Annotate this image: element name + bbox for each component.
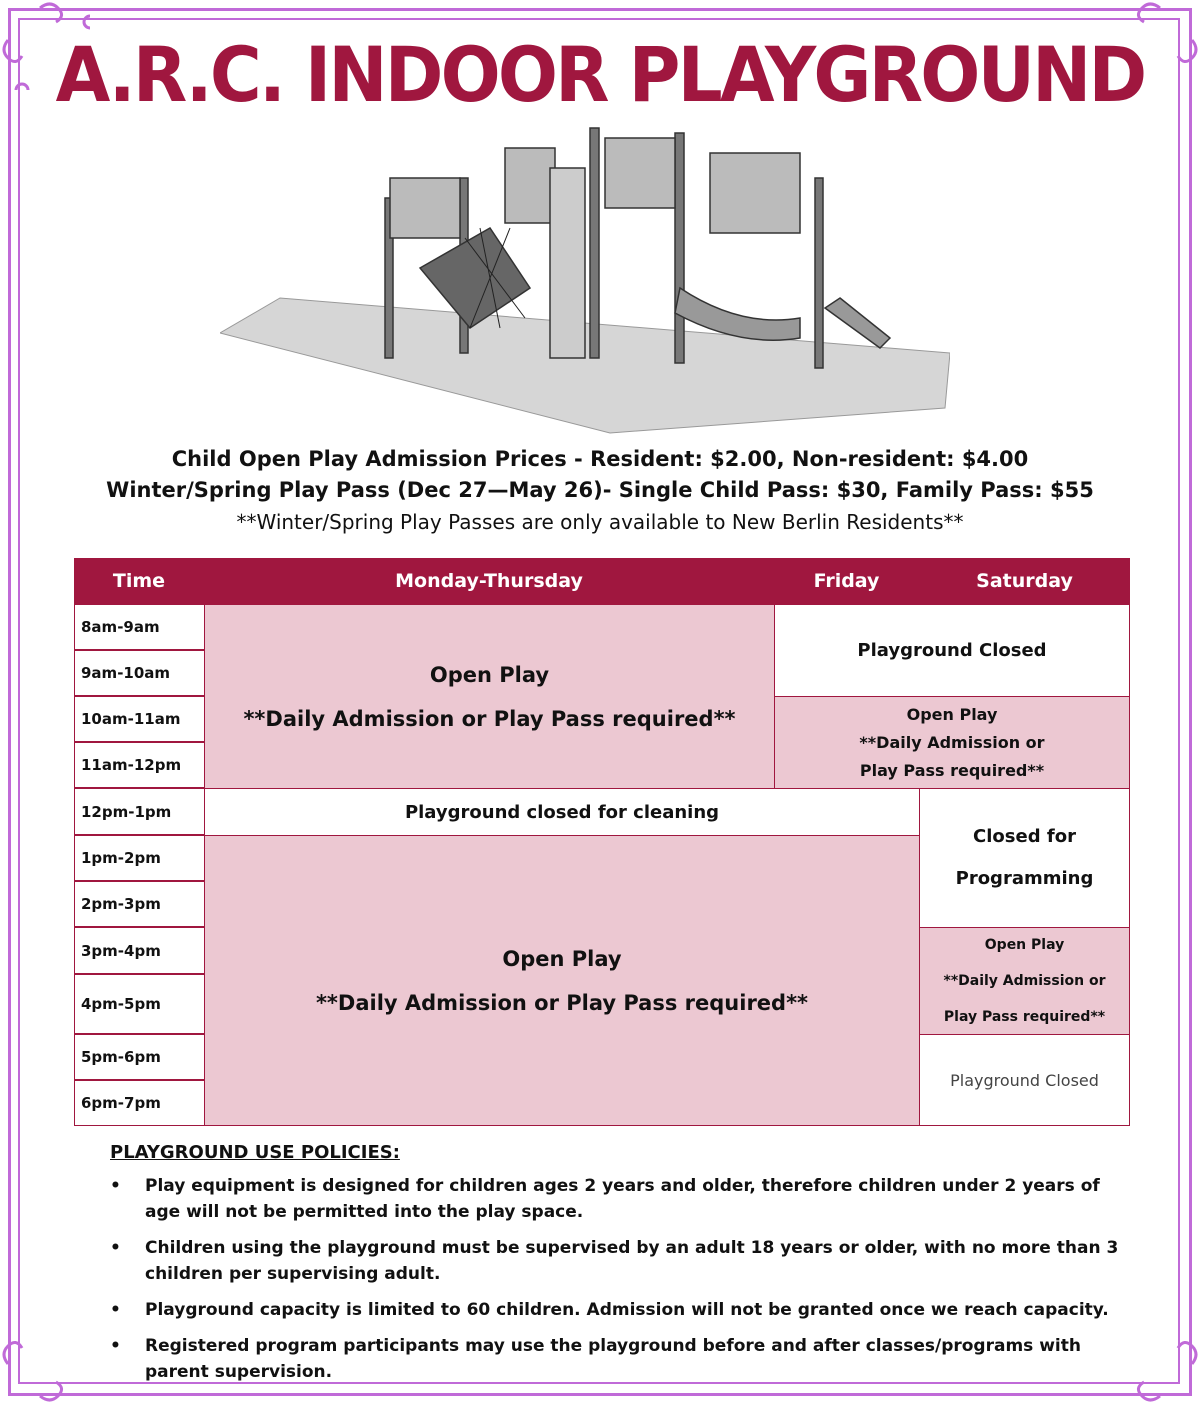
header-saturday: Saturday — [919, 558, 1130, 604]
time-slot: 6pm-7pm — [74, 1080, 205, 1126]
residents-note: **Winter/Spring Play Passes are only available to New Berlin Residents** — [236, 510, 964, 534]
time-slot: 9am-10am — [74, 650, 205, 696]
time-slot: 2pm-3pm — [74, 881, 205, 927]
page-title: A.R.C. INDOOR PLAYGROUND — [55, 30, 1145, 119]
corner-ornament-icon — [1110, 1314, 1200, 1404]
sat-evening-closed: Playground Closed — [919, 1034, 1130, 1126]
cleaning-block: Playground closed for cleaning — [204, 788, 920, 836]
policy-item — [110, 1333, 1120, 1385]
policy-text: Children using the playground must be supervised by an adult 18 years or older, with no more than 3 children per supervising adult. — [145, 1238, 1119, 1284]
bullet-icon: • — [110, 1336, 121, 1356]
policy-text: Playground capacity is limited to 60 children. Admission will not be granted once we reach capacity. — [145, 1300, 1109, 1320]
fri-sat-open-block — [774, 696, 1130, 789]
time-slot: 5pm-6pm — [74, 1034, 205, 1080]
header-friday: Friday — [774, 558, 919, 604]
block-title: Open Play — [984, 937, 1065, 953]
sat-programming-block — [919, 788, 1130, 928]
header-monday-thursday: Monday-Thursday — [204, 558, 774, 604]
block-title: Open Play — [906, 704, 998, 724]
block-title: Open Play — [502, 946, 622, 971]
policy-item — [110, 1235, 1120, 1287]
time-slot: 10am-11am — [74, 696, 205, 742]
policy-item — [110, 1173, 1120, 1225]
admission-prices: Child Open Play Admission Prices - Resident: $2.00, Non-resident: $4.00 — [171, 447, 1029, 471]
block-note: **Daily Admission or Play Pass required** — [315, 990, 809, 1015]
block-title: Closed for — [973, 826, 1076, 847]
block-note: **Daily Admission or — [943, 973, 1106, 989]
bullet-icon: • — [110, 1176, 121, 1196]
bullet-icon: • — [110, 1300, 121, 1320]
block-note: **Daily Admission or Play Pass required** — [243, 706, 736, 731]
time-slot: 11am-12pm — [74, 742, 205, 788]
afternoon-open-play-block — [204, 835, 920, 1126]
playground-illustration — [220, 118, 950, 438]
corner-ornament-icon — [0, 1314, 90, 1404]
block-title: Programming — [955, 868, 1094, 889]
time-slot: 3pm-4pm — [74, 927, 205, 974]
fri-sat-morning-closed: Playground Closed — [774, 604, 1130, 697]
block-title: Open Play — [429, 662, 550, 687]
time-slot: 12pm-1pm — [74, 788, 205, 835]
block-note: Play Pass required** — [859, 760, 1045, 780]
block-note: **Daily Admission or — [859, 732, 1045, 752]
policy-text: Registered program participants may use the playground before and after classes/programs with parent supervision. — [145, 1336, 1081, 1382]
mon-thu-morning-block — [204, 604, 775, 789]
time-slot: 1pm-2pm — [74, 835, 205, 881]
policy-text: Play equipment is designed for children ages 2 years and older, therefore children under 2 years of age will not be permitted into the play space. — [145, 1176, 1100, 1222]
time-slot: 8am-9am — [74, 604, 205, 650]
block-note: Play Pass required** — [943, 1009, 1106, 1025]
time-slot: 4pm-5pm — [74, 974, 205, 1034]
sat-open-block — [919, 927, 1130, 1035]
policies-section — [110, 1142, 1120, 1395]
header-time: Time — [74, 558, 204, 604]
policies-title: PLAYGROUND USE POLICIES: — [110, 1142, 400, 1163]
play-pass-prices: Winter/Spring Play Pass (Dec 27—May 26)- Single Child Pass: $30, Family Pass: $55 — [106, 478, 1094, 502]
schedule-table — [74, 558, 1130, 1126]
policy-item — [110, 1297, 1120, 1323]
bullet-icon: • — [110, 1238, 121, 1258]
